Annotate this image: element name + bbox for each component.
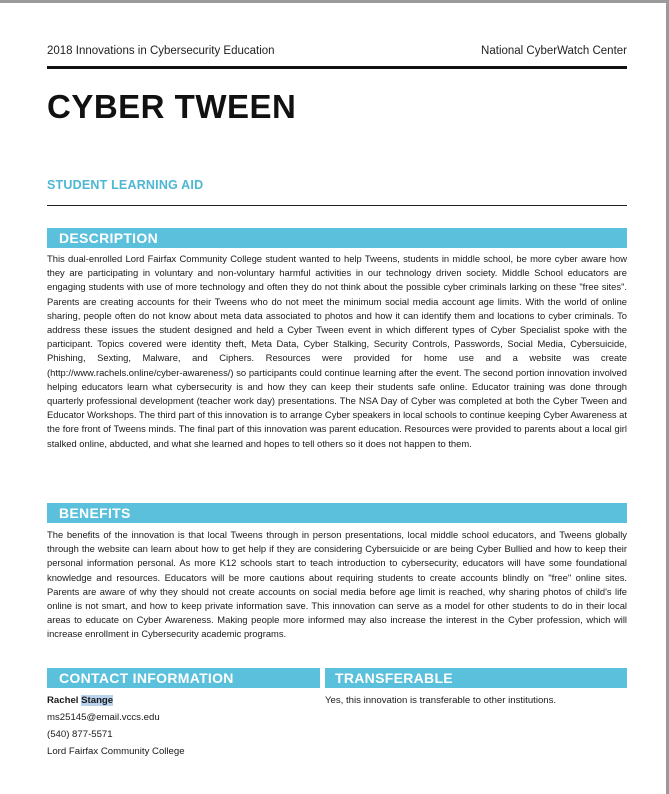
contact-last-name-selected[interactable]: Stange	[81, 695, 114, 706]
benefits-text: The benefits of the innovation is that local Tweens through in person presentations, local middle school educators, and Tweens globally through the website can learn about how to get help if they are considering Cybersuicide or are being Cyber Bullied and how to keep their personal information personal. As more K12 schools start to teach introduction to cybersecurity, educators will have some foundational knowledge and resources. Educators will be more cautions about requiring students to create accounts blindly on "free" online sites. Parents are aware of why they should not create accounts on social media before age limit is reached, why sharing photos of child's life online is not smart, and how to keep private information save. This innovation can serve as a model for other students to do in their local areas to educate on Cyber Awareness. Making people more informed may also increase the interest in the Cyber profession, which will increase enrollment in Cybersecurity academic programs.	[47, 529, 627, 640]
transferable-text: Yes, this innovation is transferable to other institutions.	[325, 695, 557, 706]
contact-organization: Lord Fairfax Community College	[47, 746, 185, 757]
description-text: This dual-enrolled Lord Fairfax Community College student wanted to help Tweens, students in middle school, be more cyber aware how they are participating in voluntary and non-voluntary harmful activities in our technology driven society. Middle School educators are engaging students with use of more technology and often they do not think about the possible cyber criminals larking on these "free sites". Parents are creating accounts for their Tweens who do not meet the minimum social media account age limits. With the world of online sharing, people often do not know about meta data associated to photos and how it can identify them and locations to cyber criminals. To address these issues the student designed and held a Cyber Tween event in which different types of Cyber Specialist spoke with the participant. Topics covered were identity theft, Meta Data, Cyber Stalking, Security Controls, Passwords, Social Media, Cybersuicide, Phishing, Sexting, Malware, and Ciphers. Resources were provided for home use and a website was create (http://www.rachels.online/cyber-awareness/) so participants could continue learning after the event. The second portion innovation involved helping educators learn what cybersecurity is and how they can keep their students safe online. Educator training was done through quarterly professional development (teacher work day) presentations. The NSA Day of Cyber was completed at both the Cyber Tween and Educator Workshops. The third part of this innovation is to arrange Cyber speakers in local schools to continue keeping Cyber Awareness at the fore front of Tweens minds. The final part of this innovation was parent education. Resources were provided to parents about a local girl stalked online, abducted, and what she learned and hopes to tell others so it does not happen to them.	[47, 253, 628, 449]
contact-first-name: Rachel	[47, 695, 79, 706]
contact-phone: (540) 877-5571	[47, 729, 113, 740]
page-title: CYBER TWEEN	[47, 88, 297, 125]
contact-heading: CONTACT INFORMATION	[47, 668, 320, 688]
page-subtitle: STUDENT LEARNING AID	[47, 178, 204, 192]
description-heading: DESCRIPTION	[47, 228, 627, 248]
transferable-heading: TRANSFERABLE	[325, 668, 627, 688]
window-top-border	[0, 0, 669, 3]
subtitle-rule	[47, 205, 627, 206]
header-rule	[47, 66, 627, 69]
header-left-text: 2018 Innovations in Cybersecurity Education	[47, 45, 275, 57]
benefits-heading: BENEFITS	[47, 503, 627, 523]
contact-name	[47, 692, 317, 709]
contact-email: ms25145@email.vccs.edu	[47, 712, 160, 723]
header-right-text: National CyberWatch Center	[481, 45, 627, 57]
running-header	[47, 45, 627, 57]
contact-block	[47, 692, 317, 760]
